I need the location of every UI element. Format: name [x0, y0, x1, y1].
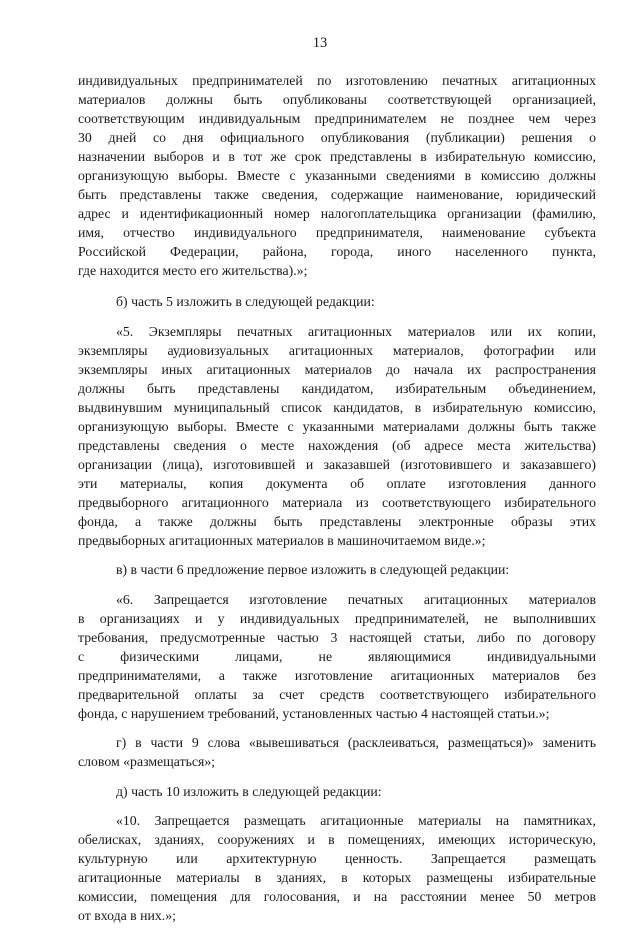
text-line: «5. Экземпляры печатных агитационных материалов или их копии,	[116, 323, 596, 339]
paragraph-continuation	[78, 71, 596, 280]
text-line: б) часть 5 изложить в следующей редакции:	[116, 294, 375, 309]
text-line: предвыборного агитационного материала из соответствующего избирательного	[78, 494, 596, 510]
text-line: с физическими лицами, не являющимися индивидуальными	[78, 648, 596, 664]
text-line: организации (лица), изготовившей и заказавшей (изготовившего и заказавшего)	[78, 456, 596, 472]
text-line: фонда, с нарушением требований, установленных частью 4 настоящей статьи.»;	[78, 705, 550, 721]
text-line: экземпляры иных агитационных материалов до начала их распространения	[78, 361, 596, 377]
text-line: организующую выборы. Вместе с указанными сведениями в комиссию должны	[78, 168, 596, 183]
text-line: эти материалы, копия документа об оплате изготовления данного	[78, 475, 596, 491]
text-line: предпринимателями, а также изготовление агитационных материалов без	[78, 667, 596, 683]
text-line: культурную или архитектурную ценность. Запрещается размещать	[78, 851, 596, 866]
text-line: словом «размещаться»;	[78, 754, 216, 769]
text-line: агитационные материалы в зданиях, в которых размещены избирательные	[78, 870, 596, 885]
text-line: предвыборных агитационных материалов в машиночитаемом виде.»;	[78, 532, 486, 548]
text-line: представлены сведения о месте нахождения (об адресе места жительства)	[78, 437, 596, 453]
text-line: «6. Запрещается изготовление печатных агитационных материалов	[116, 591, 596, 607]
text-line: назначении выборов и в тот же срок представлены в избирательную комиссию,	[78, 149, 596, 164]
document-body	[78, 71, 596, 936]
text-line: материалов должны быть опубликованы соответствующей организацией,	[78, 92, 596, 107]
paragraph-item-d	[78, 782, 596, 801]
paragraph-item-b	[78, 292, 596, 311]
text-line: предварительной оплаты за счет средств соответствующего избирательного	[78, 686, 596, 702]
text-line: фонда, а также должны быть представлены электронные образы этих	[78, 513, 596, 529]
text-line: в организациях и у индивидуальных предпринимателей, не выполнивших	[78, 610, 596, 626]
text-line: г) в части 9 слова «вывешиваться (расклеиваться, размещаться)» заменить	[116, 735, 596, 750]
text-line: быть представлены также сведения, содержащие наименование, юридический	[78, 187, 596, 202]
text-line: должны быть представлены кандидатом, избирательным объединением,	[78, 380, 596, 396]
text-line: экземпляры аудиовизуальных агитационных материалов, фотографии или	[78, 342, 596, 358]
text-line: от входа в них.»;	[78, 908, 176, 923]
text-line: выдвинувшим муниципальный список кандидатов, в избирательную комиссию,	[78, 399, 596, 415]
paragraph-part-5	[78, 322, 596, 550]
paragraph-part-10	[78, 811, 596, 925]
text-line: д) часть 10 изложить в следующей редакции:	[116, 783, 382, 799]
text-line: индивидуальных предпринимателей по изготовлению печатных агитационных	[78, 73, 596, 88]
text-line: соответствующим индивидуальным предпринимателем не позднее чем через	[78, 111, 596, 126]
text-line: комиссии, помещения для голосования, и на расстоянии менее 50 метров	[78, 889, 596, 904]
paragraph-part-6	[78, 590, 596, 723]
paragraph-item-g	[78, 733, 596, 771]
text-line: имя, отчество индивидуального предпринимателя, наименование субъекта	[78, 225, 596, 240]
text-line: организующую выборы. Вместе с указанными материалами должны быть также	[78, 418, 596, 434]
text-line: 30 дней со дня официального опубликования (публикации) решения о	[78, 130, 596, 145]
text-line: «10. Запрещается размещать агитационные материалы на памятниках,	[116, 813, 596, 828]
text-line: где находится место его жительства).»;	[78, 263, 308, 278]
text-line: требования, предусмотренные частью 3 настоящей статьи, либо по договору	[78, 629, 596, 645]
paragraph-item-v	[78, 560, 596, 579]
text-line: обелисках, зданиях, сооружениях и в помещениях, имеющих историческую,	[78, 832, 596, 847]
text-line: в) в части 6 предложение первое изложить в следующей редакции:	[116, 562, 510, 577]
text-line: адрес и идентификационный номер налогоплательщика организации (фамилию,	[78, 206, 596, 221]
text-line: Российской Федерации, района, города, иного населенного пункта,	[78, 244, 596, 259]
page-number: 13	[312, 35, 328, 51]
